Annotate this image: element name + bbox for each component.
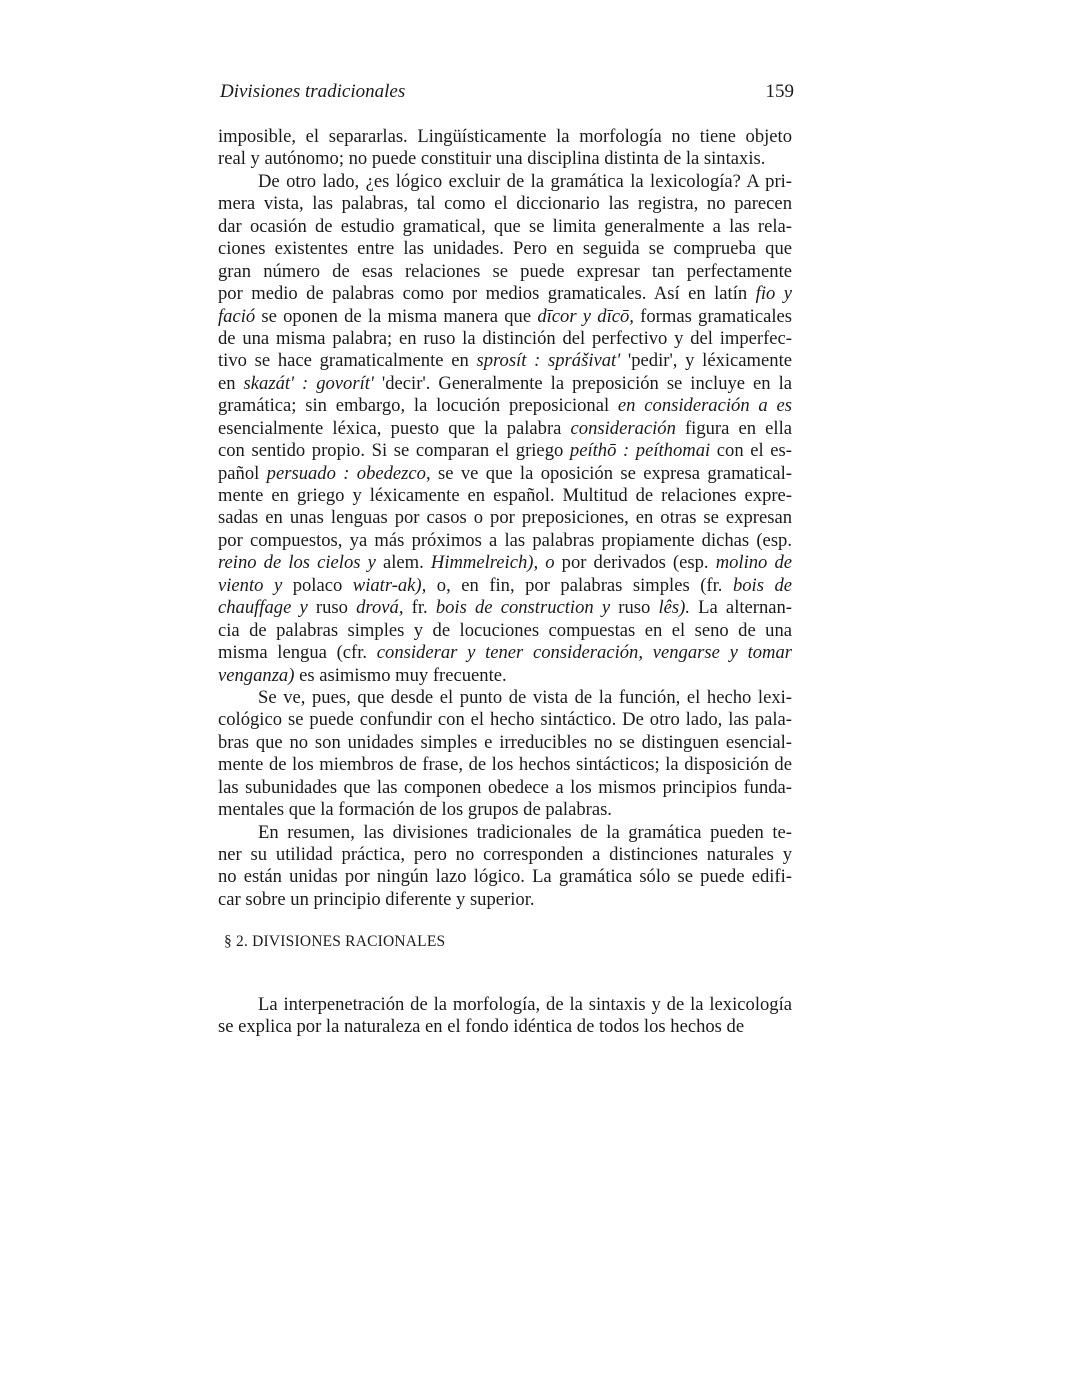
text-run: real y autónomo; no puede constituir una disciplina distinta de la sintaxis.	[218, 148, 766, 170]
text-line	[218, 575, 792, 597]
text-line	[218, 754, 792, 776]
text-run: es asimismo muy frecuente.	[294, 664, 507, 686]
text-run: no están unidas por ningún lazo lógico. La gramática sólo se puede edifi-	[218, 866, 792, 888]
text-line	[218, 463, 792, 485]
italic-term: peíthō : peíthomai	[569, 440, 711, 462]
text-line	[218, 261, 792, 283]
text-run: tivo se hace gramaticalmente en	[218, 350, 477, 372]
text-line	[218, 485, 792, 507]
text-line	[218, 418, 792, 440]
text-run: de una misma palabra; en ruso la distinción del perfectivo y del imperfec-	[218, 327, 792, 349]
paragraph	[218, 994, 792, 1039]
text-run: se ve que la oposición se expresa gramatical-	[430, 462, 793, 484]
text-run: En resumen, las divisiones tradicionales de la gramática pueden te-	[258, 821, 792, 843]
text-run: cia de palabras simples y de locuciones compuestas en el seno de una	[218, 619, 792, 641]
text-run: ner su utilidad práctica, pero no corresponden a distinciones naturales y	[218, 844, 792, 865]
text-line	[218, 148, 792, 170]
text-run: se explica por la naturaleza en el fondo idéntica de todos los hechos de	[218, 1016, 745, 1038]
text-run: ruso	[610, 597, 659, 619]
text-line	[218, 822, 792, 844]
text-line	[218, 620, 792, 642]
text-line	[218, 283, 792, 305]
text-line	[218, 844, 792, 866]
body-text	[218, 126, 792, 911]
italic-term: fio y	[755, 283, 793, 305]
text-run: o, en fin, por palabras simples (fr.	[426, 574, 733, 596]
italic-term: wiatr-ak),	[352, 574, 427, 596]
text-line	[218, 777, 792, 799]
text-run: mera vista, las palabras, tal como el diccionario las registra, no parecen	[218, 193, 792, 215]
text-run: dar ocasión de estudio gramatical, que se limita generalmente a las rela-	[218, 215, 792, 237]
text-run: misma lengua (cfr.	[218, 642, 377, 664]
text-run: con sentido propio. Si se comparan el griego	[218, 440, 570, 462]
page-number: 159	[765, 81, 794, 102]
text-line	[218, 193, 792, 215]
text-run: en	[218, 372, 244, 394]
paragraph	[218, 126, 792, 171]
text-line	[218, 597, 792, 619]
text-line	[218, 440, 792, 462]
italic-term: viento y	[218, 574, 283, 596]
text-line	[218, 665, 792, 687]
text-line	[218, 866, 792, 888]
italic-term: considerar y tener consideración, vengarse y tomar	[376, 642, 792, 664]
text-line	[218, 552, 792, 574]
text-line	[218, 171, 792, 193]
text-run: por compuestos, ya más próximos a las palabras propiamente dichas (esp.	[218, 529, 792, 551]
italic-term: venganza)	[218, 664, 295, 686]
section-body-text	[218, 975, 792, 1057]
section-heading: § 2. DIVISIONES RACIONALES	[224, 933, 446, 950]
text-run: gran número de esas relaciones se puede expresar tan perfectamente	[218, 260, 792, 282]
text-line	[218, 216, 792, 238]
paragraph	[218, 822, 792, 912]
italic-term: molino de	[715, 552, 792, 574]
text-run: ciones existentes entre las unidades. Pero en seguida se comprueba que	[218, 238, 792, 260]
text-line	[218, 238, 792, 260]
text-line	[218, 1016, 792, 1038]
text-run: Se ve, pues, que desde el punto de vista de la función, el hecho lexi-	[258, 686, 792, 708]
text-line	[218, 530, 792, 552]
text-run: por medio de palabras como por medios gramaticales. Así en latín	[218, 283, 756, 305]
italic-term: sprosít : sprášivat'	[476, 350, 621, 372]
text-run: ruso	[307, 597, 357, 619]
text-run: La interpenetración de la morfología, de la sintaxis y de la lexicología	[258, 993, 792, 1015]
text-run: mente de los miembros de frase, de los hechos sintácticos; la disposición de	[218, 754, 792, 776]
text-run: polaco	[282, 574, 353, 596]
text-run: esencialmente léxica, puesto que la palabra	[218, 417, 571, 439]
text-run: fr.	[403, 597, 436, 619]
text-run: bras que no son unidades simples e irreducibles no se distinguen esencial-	[218, 731, 792, 753]
italic-term: en consideración a es	[617, 395, 792, 417]
text-line	[218, 642, 792, 664]
text-run: gramática; sin embargo, la locución preposicional	[218, 395, 618, 417]
running-title: Divisiones tradicionales	[220, 81, 406, 102]
text-line	[218, 732, 792, 754]
text-run: con el es-	[710, 440, 792, 462]
text-run: figura en ella	[675, 417, 792, 439]
running-header	[218, 81, 792, 105]
text-run: cológico se puede confundir con el hecho sintáctico. De otro lado, las pala-	[218, 709, 792, 731]
text-run: se oponen de la misma manera que	[255, 305, 538, 327]
italic-term: lês).	[658, 597, 690, 619]
text-line	[218, 126, 792, 148]
italic-term: fació	[218, 305, 256, 327]
text-line	[218, 373, 792, 395]
text-run: 'pedir', y léxicamente	[620, 350, 792, 372]
text-line	[218, 709, 792, 731]
text-run: mente en griego y léxicamente en español. Multitud de relaciones expre-	[218, 485, 792, 506]
italic-term: reino de los cielos y	[218, 552, 376, 574]
text-run: imposible, el separarlas. Lingüísticamente la morfología no tiene objeto	[218, 126, 792, 147]
text-run: las subunidades que las componen obedece a los mismos principios funda-	[218, 776, 792, 798]
text-line	[218, 799, 792, 821]
text-run: car sobre un principio diferente y superior.	[218, 888, 535, 910]
italic-term: consideración	[570, 417, 676, 439]
text-run: por derivados (esp.	[554, 552, 716, 574]
text-run: alem.	[375, 552, 431, 574]
text-run: La alternan-	[689, 597, 793, 619]
italic-term: persuado : obedezco,	[266, 462, 431, 484]
italic-term: dīcor y dīcō,	[537, 305, 634, 327]
italic-term: bois de	[732, 574, 792, 596]
text-line	[218, 994, 792, 1016]
text-line	[218, 306, 792, 328]
text-run: 'decir'. Generalmente la preposición se incluye en la	[373, 372, 792, 394]
paragraph	[218, 687, 792, 822]
text-run: mentales que la formación de los grupos de palabras.	[218, 799, 612, 821]
italic-term: drová,	[356, 597, 404, 619]
text-run: formas gramaticales	[633, 305, 792, 327]
text-run: sadas en unas lenguas por casos o por preposiciones, en otras se expresan	[218, 507, 792, 529]
italic-term: skazát' : govorít'	[243, 372, 374, 394]
text-line	[218, 328, 792, 350]
text-run: pañol	[218, 462, 267, 484]
text-line	[218, 687, 792, 709]
text-line	[218, 889, 792, 911]
text-line	[218, 395, 792, 417]
text-run: De otro lado, ¿es lógico excluir de la gramática la lexicología? A pri-	[258, 170, 792, 192]
text-line	[218, 350, 792, 372]
italic-term: bois de construction y	[435, 597, 611, 619]
italic-term: chauffage y	[218, 597, 308, 619]
paragraph	[218, 171, 792, 687]
italic-term: Himmelreich), o	[430, 552, 555, 574]
text-line	[218, 507, 792, 529]
